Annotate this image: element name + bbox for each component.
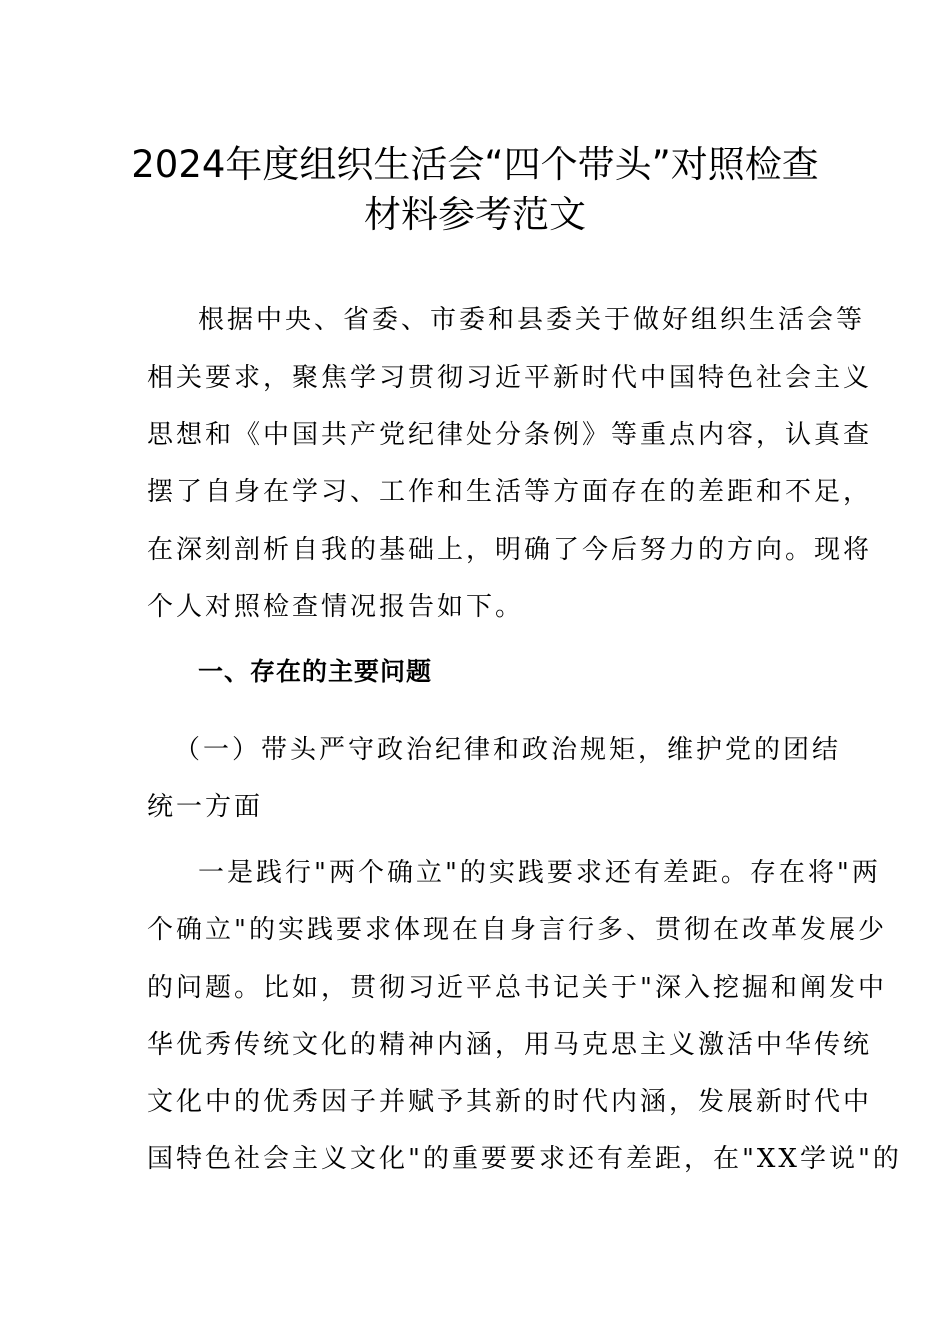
document-title-line-1: 2024年度组织生活会“四个带头”对照检查 [131, 143, 819, 186]
point-paragraph-line-3: 的问题。比如，贯彻习近平总书记关于"深入挖掘和阐发中 [147, 973, 887, 1003]
intro-paragraph-line-6: 个人对照检查情况报告如下。 [147, 592, 525, 622]
point-paragraph-line-4: 华优秀传统文化的精神内涵，用马克思主义激活中华传统 [147, 1030, 873, 1060]
document-title-line-2: 材料参考范文 [364, 193, 586, 236]
intro-paragraph-line-4: 摆了自身在学习、工作和生活等方面存在的差距和不足， [147, 477, 873, 507]
point-paragraph-line-6: 国特色社会主义文化"的重要要求还有差距，在"XX学说"的 [147, 1144, 902, 1174]
section-heading: 一、存在的主要问题 [198, 657, 433, 686]
point-paragraph-line-2: 个确立"的实践要求体现在自身言行多、贯彻在改革发展少 [147, 915, 887, 945]
subsection-heading-line-2: 统一方面 [147, 792, 264, 822]
intro-paragraph-line-2: 相关要求，聚焦学习贯彻习近平新时代中国特色社会主义 [147, 363, 873, 393]
point-paragraph-line-1: 一是践行"两个确立"的实践要求还有差距。存在将"两 [198, 858, 881, 888]
point-paragraph-line-5: 文化中的优秀因子并赋予其新的时代内涵，发展新时代中 [147, 1087, 873, 1117]
intro-paragraph-line-1: 根据中央、省委、市委和县委关于做好组织生活会等 [198, 305, 866, 335]
subsection-heading-line-1: （一）带头严守政治纪律和政治规矩，维护党的团结 [174, 735, 842, 765]
intro-paragraph-line-5: 在深刻剖析自我的基础上，明确了今后努力的方向。现将 [147, 535, 873, 565]
intro-paragraph-line-3: 思想和《中国共产党纪律处分条例》等重点内容，认真查 [147, 420, 873, 450]
